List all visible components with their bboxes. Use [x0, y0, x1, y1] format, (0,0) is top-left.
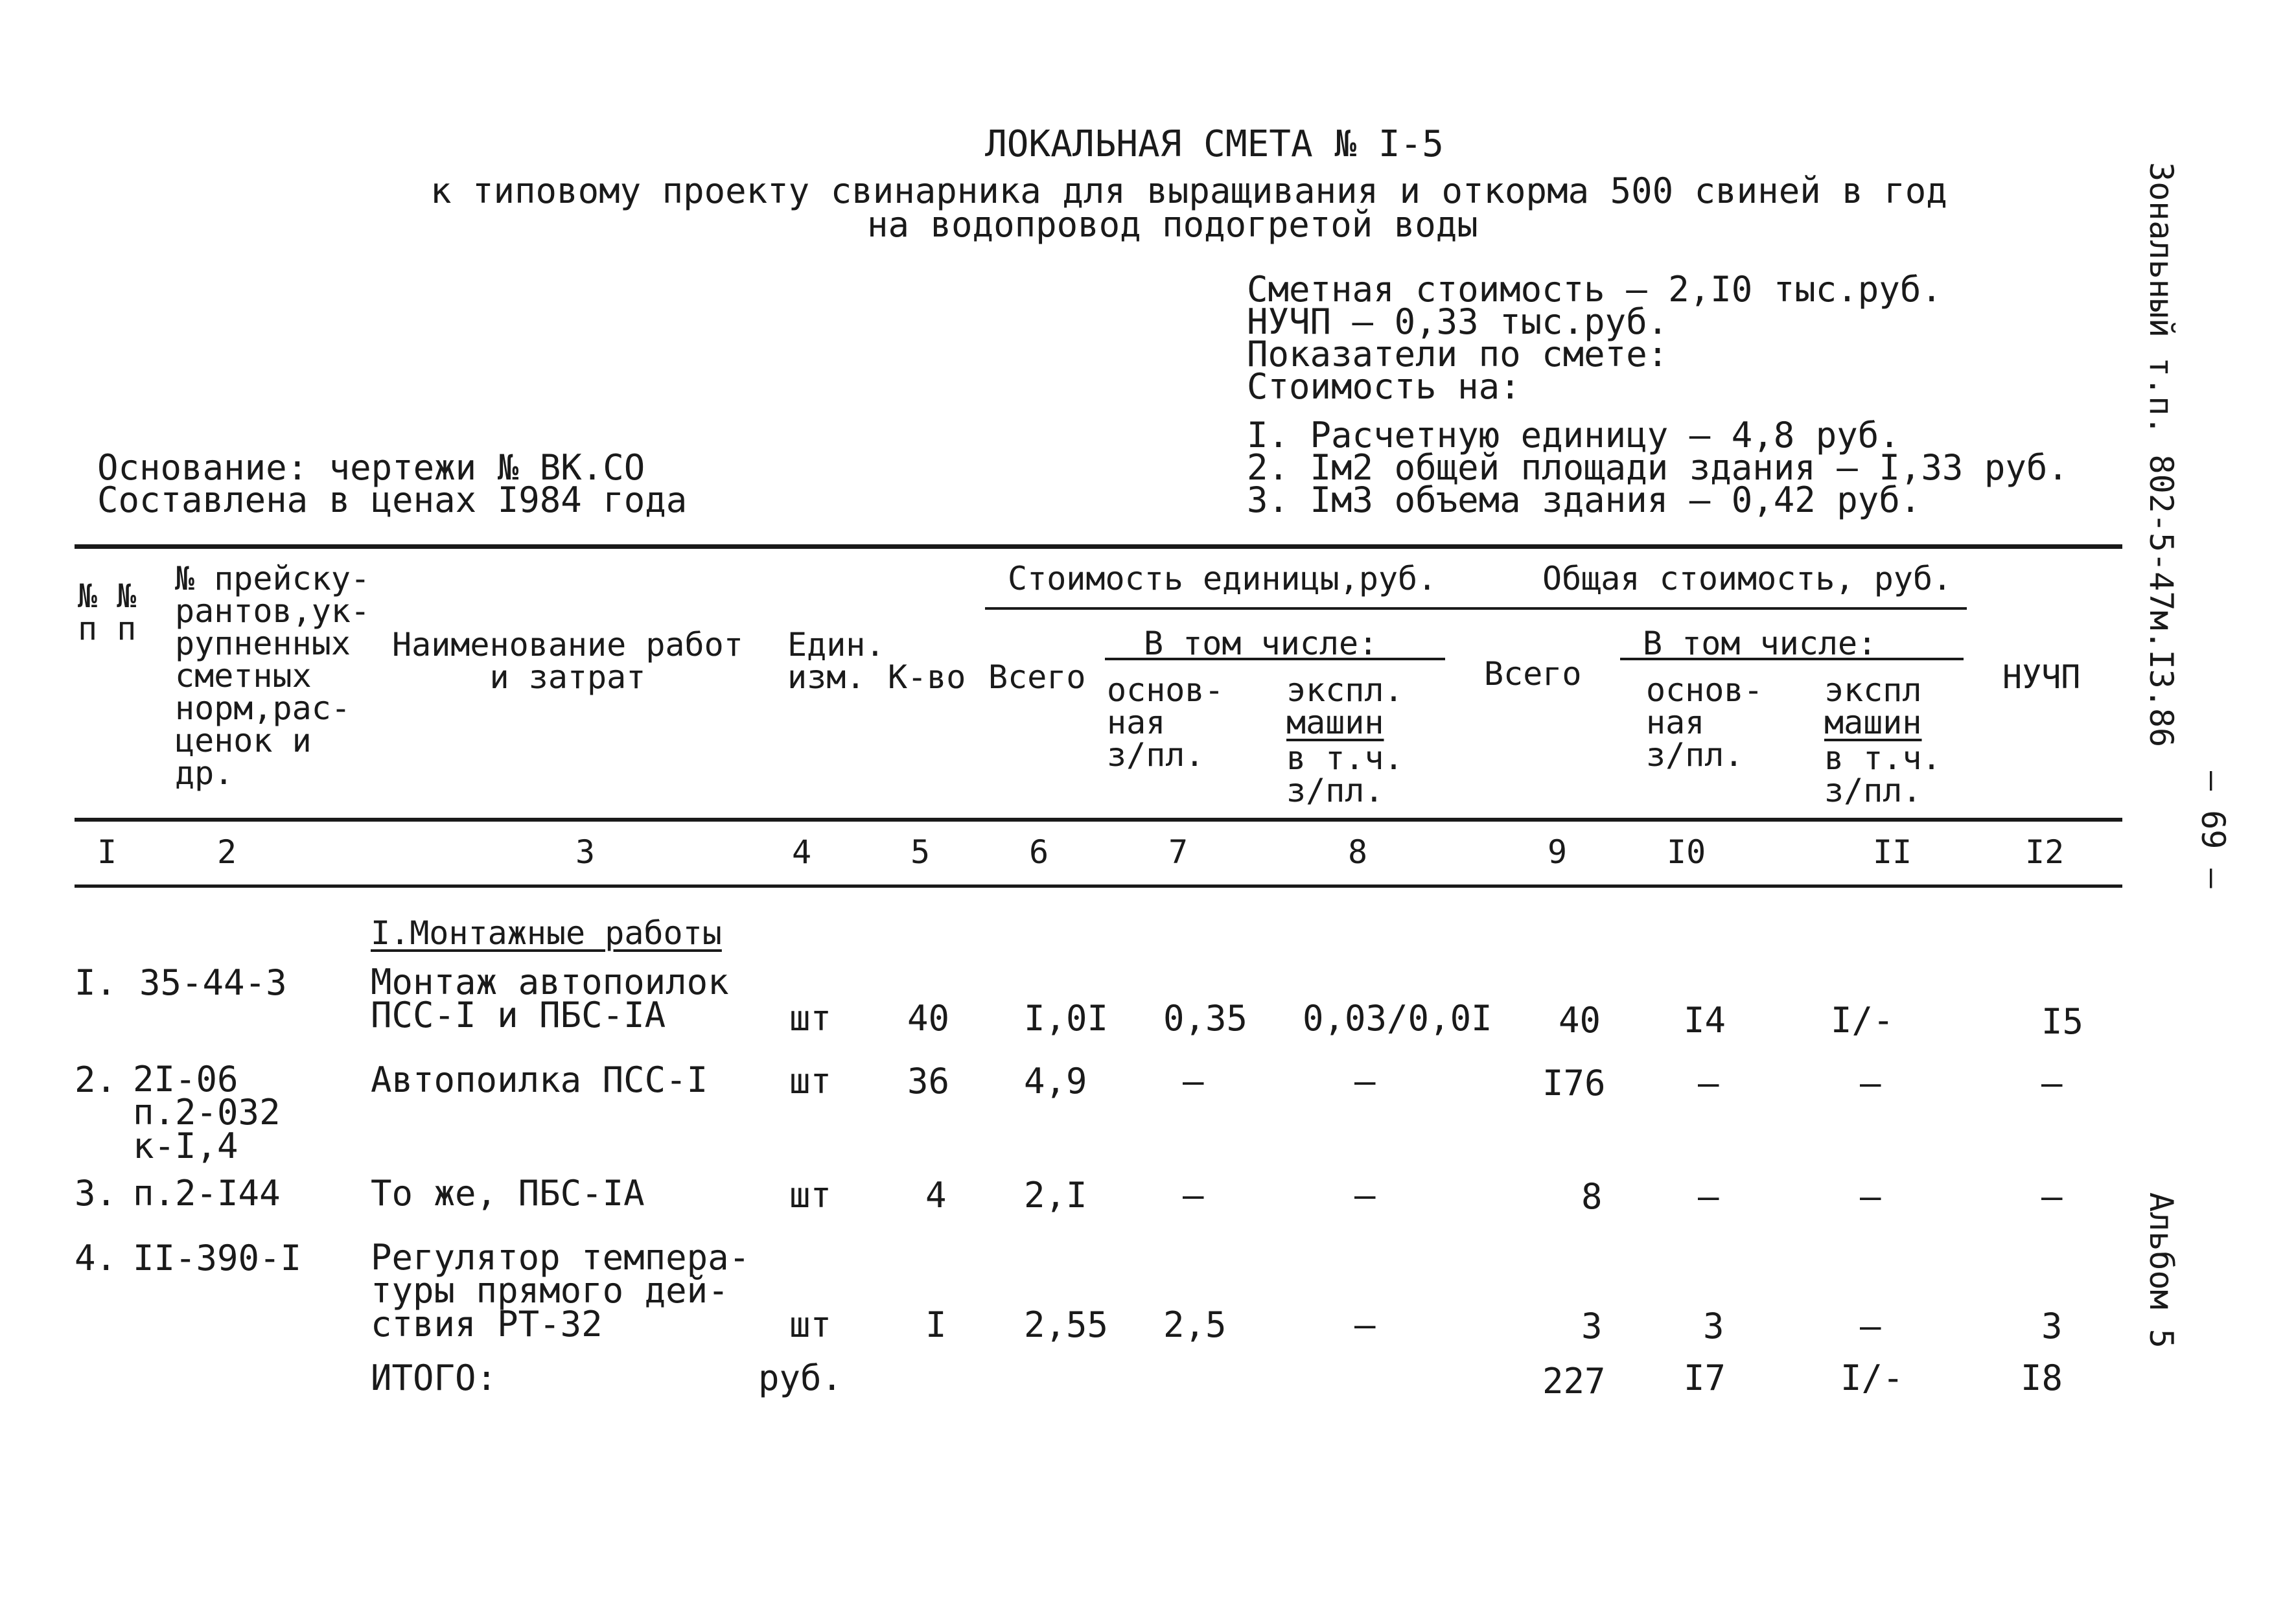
row-1-total-mach: I/-: [1831, 1000, 1894, 1041]
header-qty: К-во: [888, 658, 966, 696]
row-2-code: 2I-06 п.2-032 к-I,4: [133, 1059, 281, 1166]
header-total-mach: экспл: [1824, 671, 1922, 709]
row-3-num: 3.: [75, 1173, 117, 1214]
col-number: 6: [1029, 833, 1049, 871]
margin-album: Альбом 5: [2142, 1192, 2180, 1348]
column-numbers-rule: [75, 884, 2122, 888]
table-top-rule: [75, 544, 2122, 549]
row-1-code: 35-44-3: [139, 962, 287, 1003]
row-4-unit: шт: [789, 1304, 832, 1345]
row-3-unit-base: –: [1183, 1175, 1204, 1216]
row-2-unit: шт: [789, 1061, 832, 1102]
col-number: I2: [2025, 833, 2065, 871]
row-2-unit-mach: –: [1354, 1061, 1376, 1102]
row-1-unit-all: I,0I: [1024, 998, 1109, 1039]
row-2-nuchp: –: [2041, 1063, 2063, 1104]
col-number: II: [1873, 833, 1912, 871]
header-unit-cost-group: Стоимость единицы,руб.: [1008, 560, 1437, 597]
header-total-all: Всего: [1484, 655, 1582, 693]
group-header-rule: [985, 607, 1967, 610]
header-unit-mach: экспл.: [1286, 671, 1404, 709]
page-number: – 69 –: [2194, 771, 2232, 888]
header-bottom-rule: [75, 818, 2122, 822]
row-1-nuchp: I5: [2041, 1001, 2084, 1042]
row-4-unit-base: 2,5: [1163, 1304, 1227, 1345]
indicator-area: 2. Iм2 общей площади здания – I,33 руб.: [1247, 447, 2069, 488]
row-3-unit: шт: [789, 1175, 832, 1216]
total-unit: руб.: [758, 1358, 843, 1398]
row-3-unit-mach: –: [1354, 1175, 1376, 1216]
row-2-total-base: –: [1698, 1063, 1719, 1104]
row-2-unit-base: –: [1183, 1061, 1204, 1102]
summary-nuchp: НУЧП – 0,33 тыс.руб.: [1247, 301, 1669, 342]
row-4-code: II-390-I: [133, 1238, 302, 1278]
total-mach: I/-: [1840, 1358, 1904, 1398]
row-3-total-all: 8: [1581, 1176, 1603, 1217]
row-1-qty: 40: [907, 998, 950, 1039]
total-base: I7: [1684, 1358, 1726, 1398]
summary-indicators: Показатели по смете:: [1247, 334, 1669, 375]
row-1-unit-mach: 0,03/0,0I: [1303, 998, 1492, 1039]
margin-project-code: Зональный т.п. 802-5-47м.I3.86: [2142, 162, 2180, 748]
row-2-qty: 36: [907, 1061, 950, 1102]
col-number: 3: [575, 833, 596, 871]
row-3-qty: 4: [925, 1175, 947, 1216]
col-number: 5: [910, 833, 931, 871]
doc-subtitle-1: к типовому проекту свинарника для выращивания и откорма 500 свиней в год: [430, 170, 1947, 211]
row-2-total-mach: –: [1860, 1063, 1881, 1104]
header-incl-total: В том числе:: [1643, 625, 1877, 662]
row-1-num: I.: [75, 962, 117, 1003]
col-number: 2: [217, 833, 237, 871]
row-3-nuchp: –: [2041, 1176, 2063, 1217]
row-2-num: 2.: [75, 1059, 117, 1100]
row-1-total-base: I4: [1684, 1000, 1726, 1041]
total-nuchp: I8: [2021, 1358, 2063, 1398]
row-1-unit-base: 0,35: [1163, 998, 1248, 1039]
col-number: 9: [1548, 833, 1568, 871]
row-1-total-all: 40: [1559, 1000, 1601, 1041]
header-total-cost-group: Общая стоимость, руб.: [1542, 560, 1953, 597]
col-number: I0: [1667, 833, 1706, 871]
row-3-total-base: –: [1698, 1176, 1719, 1217]
basis-prices: Составлена в ценах I984 года: [97, 480, 688, 520]
row-4-total-base: 3: [1703, 1306, 1724, 1347]
header-incl-unit: В том числе:: [1144, 625, 1378, 662]
indicator-volume: 3. Iм3 объема здания – 0,42 руб.: [1247, 480, 1921, 520]
header-unit: Един. изм.: [787, 626, 885, 696]
section-title: I.Монтажные работы: [371, 914, 722, 952]
row-2-name: Автопоилка ПСС-I: [371, 1059, 708, 1100]
header-total-base-pay: основ- ная з/пл.: [1646, 671, 1763, 774]
row-4-total-all: 3: [1581, 1306, 1603, 1347]
header-unit-base-pay: основ- ная з/пл.: [1107, 671, 1224, 774]
header-name: Наименование работ и затрат: [392, 626, 743, 696]
row-2-total-all: I76: [1542, 1063, 1606, 1104]
header-total-mach-incl: в т.ч. з/пл.: [1824, 739, 1942, 809]
row-4-unit-all: 2,55: [1024, 1304, 1109, 1345]
header-code: № прейску- рантов,ук- рупненных сметных норм,рас- ценок и др.: [175, 560, 371, 792]
header-nuchp: НУЧП: [2002, 658, 2081, 696]
row-4-unit-mach: –: [1354, 1304, 1376, 1345]
row-1-name: Монтаж автопоилок ПСС-I и ПБС-IА: [371, 962, 729, 1036]
row-1-unit: шт: [789, 998, 832, 1039]
basis-drawings: Основание: чертежи № ВК.СО: [97, 447, 645, 488]
col-number: 7: [1168, 833, 1189, 871]
row-4-total-mach: –: [1860, 1306, 1881, 1347]
row-2-unit-all: 4,9: [1024, 1061, 1087, 1102]
row-3-name: То же, ПБС-IА: [371, 1173, 645, 1214]
row-4-nuchp: 3: [2041, 1306, 2063, 1347]
row-4-name: Регулятор темпера- туры прямого дей- ствия РТ-32: [371, 1237, 750, 1345]
doc-subtitle-2: на водопровод подогретой воды: [867, 204, 1478, 245]
header-unit-mach-incl: в т.ч. з/пл.: [1286, 739, 1404, 809]
col-number: 4: [792, 833, 812, 871]
indicator-unit: I. Расчетную единицу – 4,8 руб.: [1247, 415, 1900, 456]
row-3-total-mach: –: [1860, 1176, 1881, 1217]
row-4-num: 4.: [75, 1238, 117, 1278]
total-all: 227: [1542, 1361, 1606, 1402]
header-num: № № п п: [78, 577, 137, 647]
row-3-code: п.2-I44: [133, 1173, 281, 1214]
row-4-qty: I: [925, 1304, 947, 1345]
doc-title: ЛОКАЛЬНАЯ СМЕТА № I-5: [985, 123, 1444, 165]
col-number: I: [97, 833, 117, 871]
header-unit-all: Всего: [988, 658, 1086, 696]
row-3-unit-all: 2,I: [1024, 1175, 1087, 1216]
summary-estimated-cost: Сметная стоимость – 2,I0 тыс.руб.: [1247, 269, 1942, 310]
col-number: 8: [1348, 833, 1368, 871]
summary-cost-per: Стоимость на:: [1247, 366, 1521, 407]
header-unit-mach-u: машин: [1286, 704, 1384, 741]
total-label: ИТОГО:: [371, 1358, 498, 1398]
header-total-mach-u: машин: [1824, 704, 1922, 741]
